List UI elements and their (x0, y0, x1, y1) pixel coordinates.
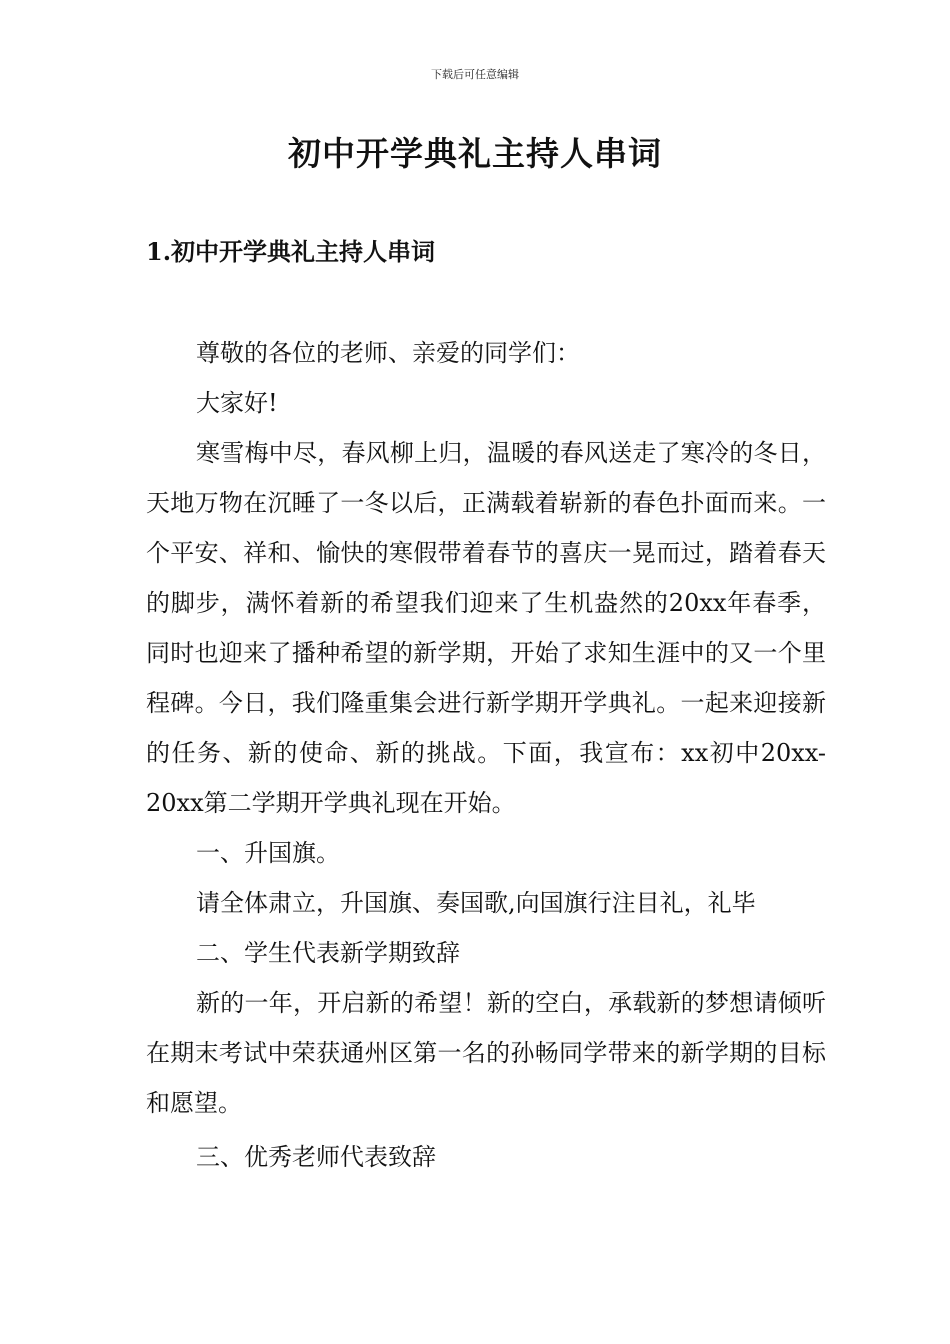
paragraph-hello: 大家好! (196, 389, 278, 417)
paragraph-item-teacher-speech: 三、优秀老师代表致辞 (196, 1143, 436, 1171)
paragraph-greeting: 尊敬的各位的老师、亲爱的同学们： (196, 339, 580, 367)
paragraph-item-flag: 一、升国旗。 (196, 839, 340, 867)
paragraph-flag-instruction: 请全体肃立，升国旗、奏国歌,向国旗行注目礼，礼毕 (196, 889, 756, 917)
section-heading: 1.初中开学典礼主持人串词 (146, 237, 436, 266)
document-title: 初中开学典礼主持人串词 (288, 134, 662, 173)
document-body (146, 328, 826, 1182)
paragraph-item-student-speech: 二、学生代表新学期致辞 (196, 939, 460, 967)
paragraph-student-intro: 新的一年，开启新的希望！新的空白，承载新的梦想请倾听在期末考试中荣获通州区第一名的孙畅同学带来的新学期的目标和愿望。 (146, 989, 826, 1117)
paragraph-opening: 寒雪梅中尽，春风柳上归，温暖的春风送走了寒冷的冬日，天地万物在沉睡了一冬以后，正满载着崭新的春色扑面而来。一个平安、祥和、愉快的寒假带着春节的喜庆一晃而过，踏着春天的脚步，满怀着新的希望我们迎来了生机盎然的20xx年春季，同时也迎来了播种希望的新学期，开始了求知生涯中的又一个里程碑。今日，我们隆重集会进行新学期开学典礼。一起来迎接新的任务、新的使命、新的挑战。下面，我宣布：xx初中20xx-20xx第二学期开学典礼现在开始。 (146, 439, 826, 817)
header-note: 下载后可任意编辑 (431, 68, 519, 81)
